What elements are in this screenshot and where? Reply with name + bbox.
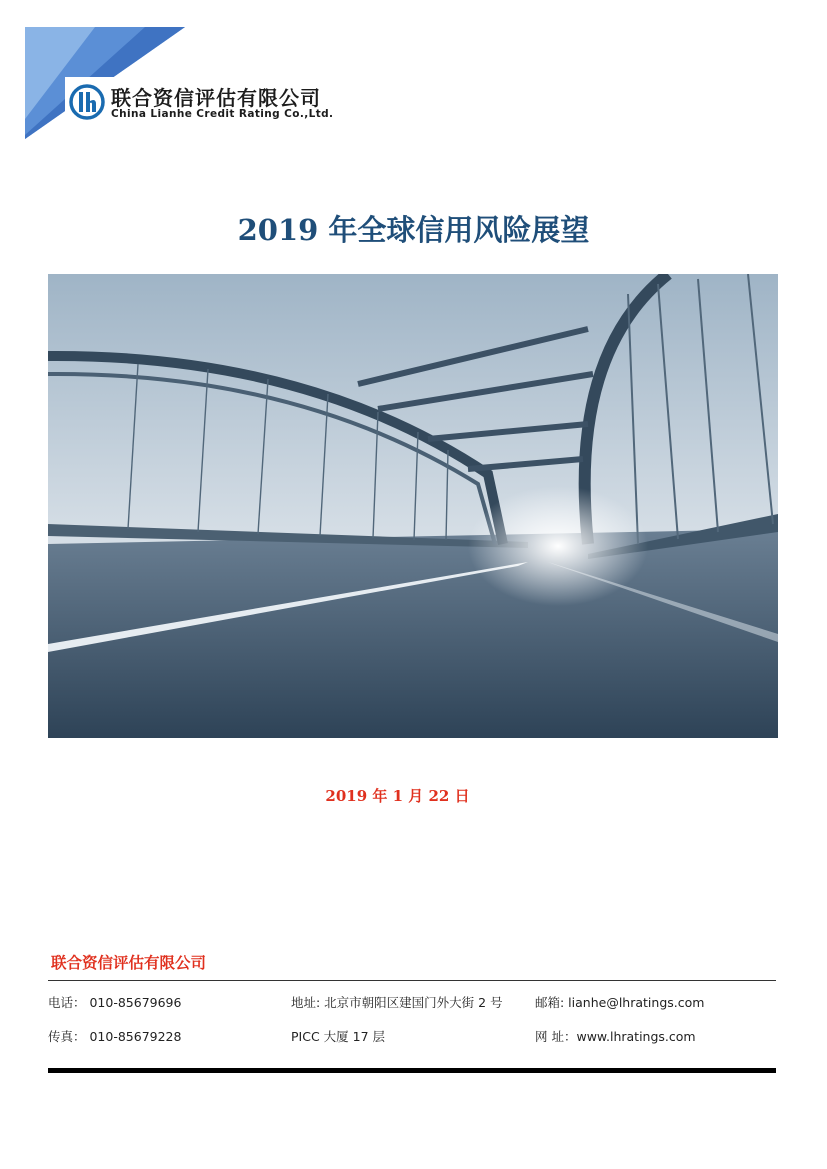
footer-fax: 传真： 010-85679228	[48, 1029, 182, 1044]
logo-card	[65, 77, 355, 139]
logo-block	[25, 27, 355, 139]
logo-company-name-en: China Lianhe Credit Rating Co.,Ltd.	[111, 108, 334, 120]
footer-phone: 电话： 010-85679696	[48, 995, 182, 1010]
document-title: 2019 年全球信用风险展望	[237, 213, 590, 247]
footer-divider-bottom	[48, 1068, 776, 1073]
footer-divider-top	[48, 980, 776, 981]
bridge-highway-photo	[48, 274, 778, 738]
footer-address-line2: PICC 大厦 17 层	[291, 1029, 386, 1044]
document-date: 2019 年 1 月 22 日	[325, 787, 470, 805]
logo-company-name-cn: 联合资信评估有限公司	[111, 86, 321, 110]
lianhe-lh-logo-icon	[69, 84, 105, 120]
footer-company-name: 联合资信评估有限公司	[51, 954, 207, 972]
footer-website: 网 址：www.lhratings.com	[535, 1029, 696, 1044]
footer-email: 邮箱: lianhe@lhratings.com	[535, 995, 705, 1010]
footer-address-line1: 地址: 北京市朝阳区建国门外大街 2 号	[291, 995, 503, 1010]
